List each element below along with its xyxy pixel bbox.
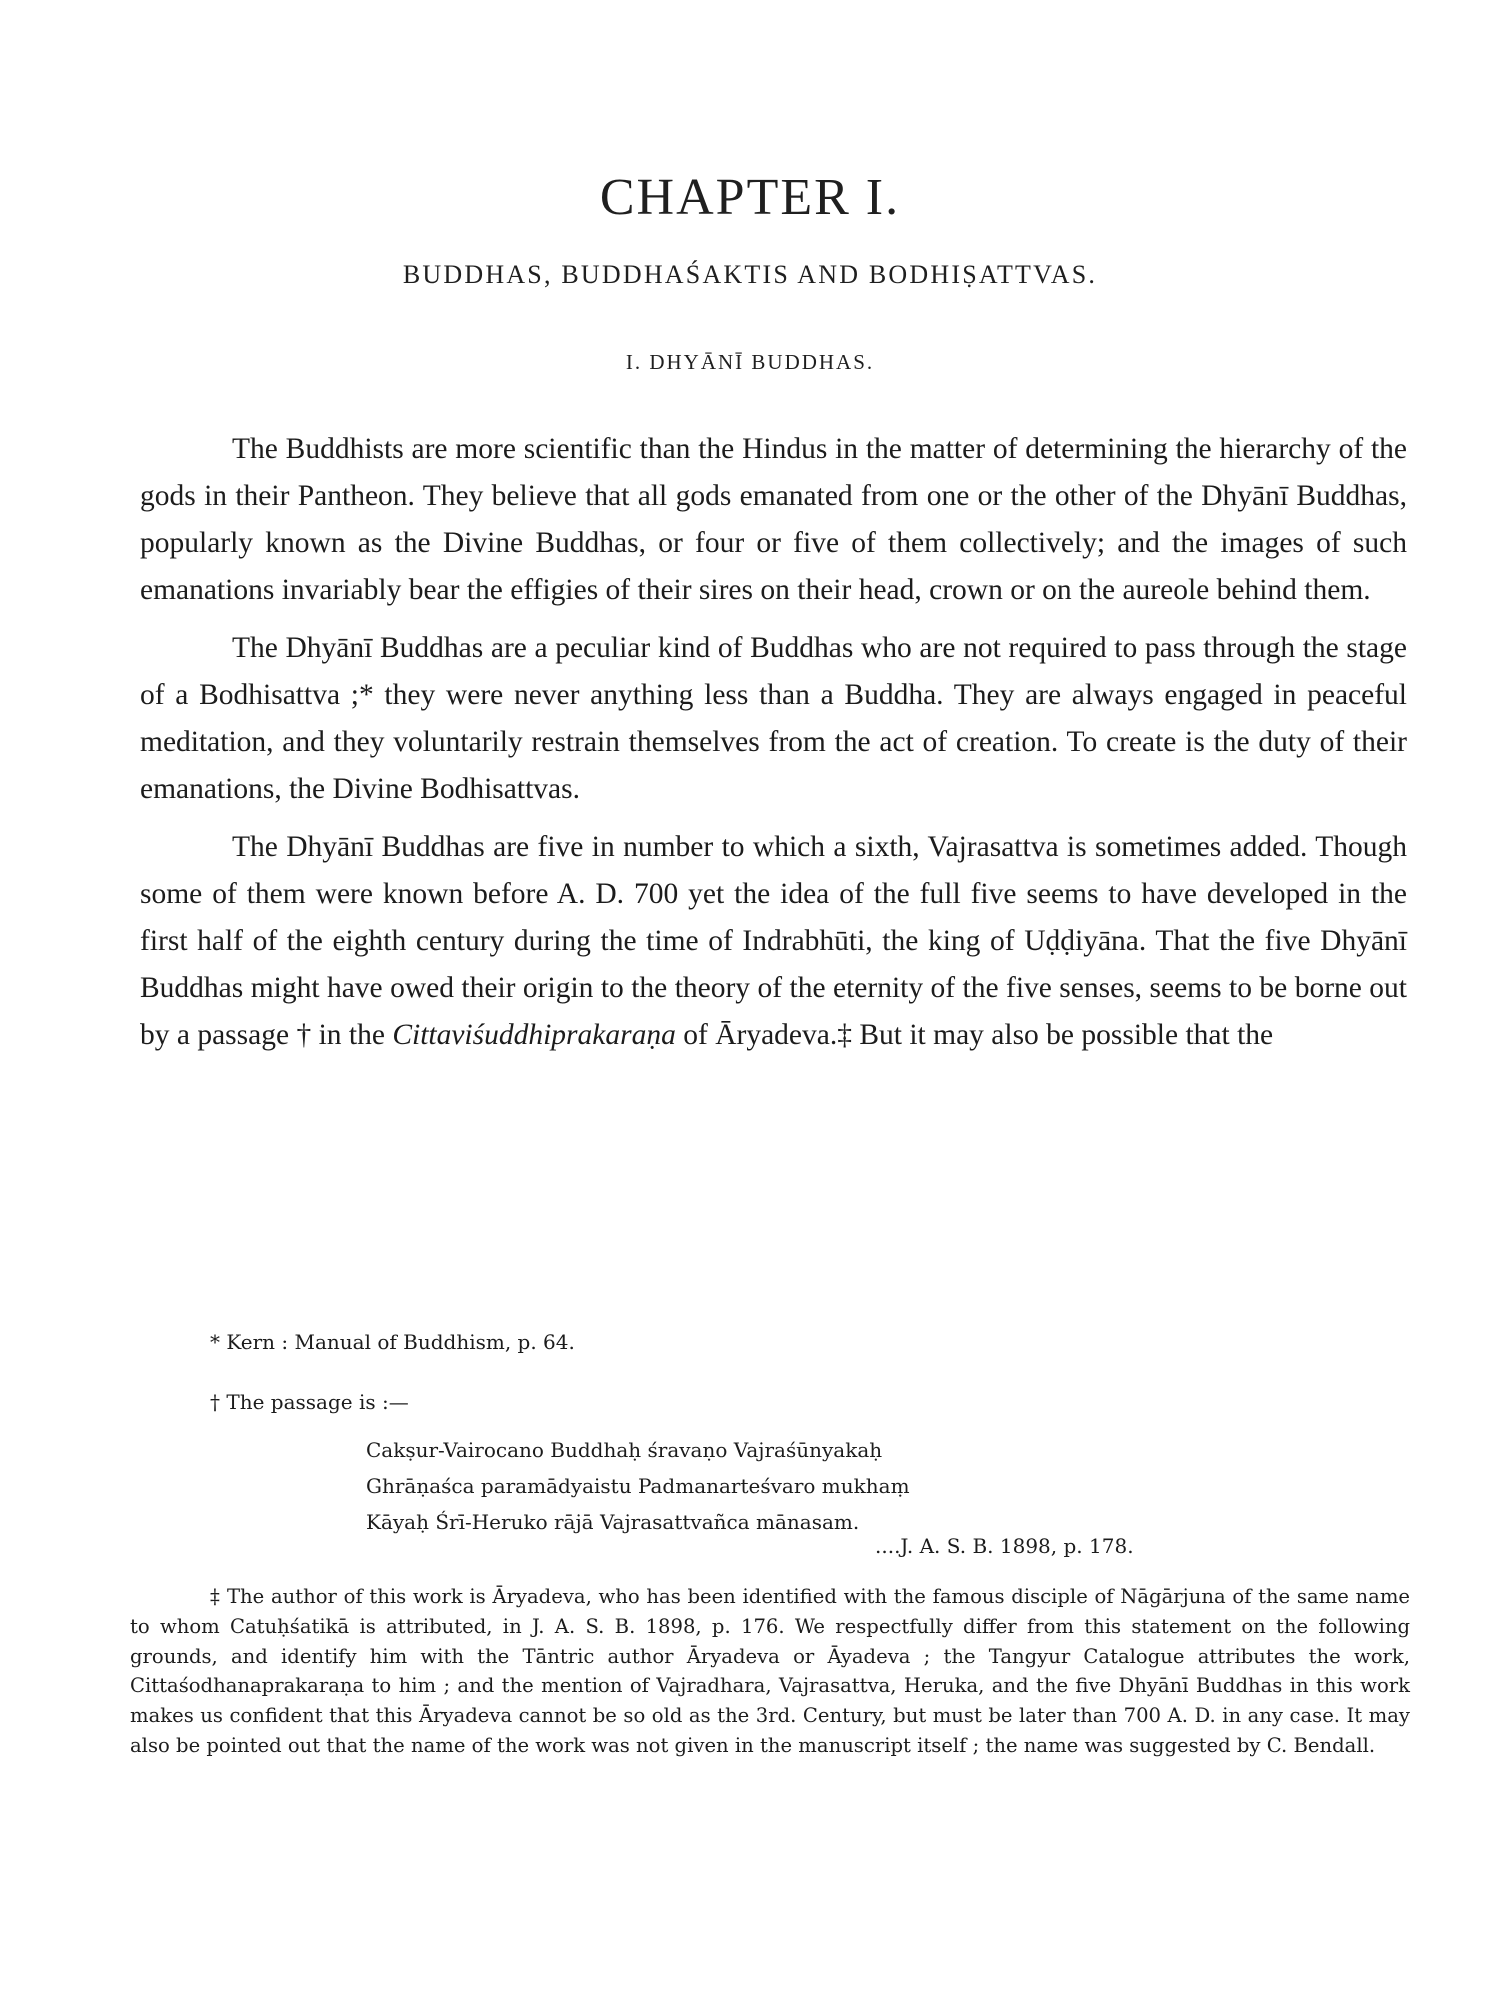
- chapter-title: CHAPTER I.: [599, 169, 901, 226]
- paragraph-3: [140, 824, 1407, 1059]
- verse-line-3: Kāyaḥ Śrī-Heruko rājā Vajrasattvañca mānasam.: [366, 1510, 860, 1534]
- paragraph-3-text-a: The Dhyānī Buddhas are five in number to which a sixth, Vajrasattva is sometimes added. Though some of them were known before A. D. 700 yet the idea of the full five seems to have developed in the first half of the eighth century during the time of Indrabhūti, the king of Uḍḍiyāna. That the five Dhyānī Buddhas might have owed their origin to the theory of the eternity of the five senses, seems to be borne out by a passage † in the: [140, 831, 1407, 1051]
- verse-line-2: Ghrāṇaśca paramādyaistu Padmanarteśvaro mukhaṃ: [366, 1474, 910, 1498]
- footnote-2: † The passage is :—: [210, 1390, 409, 1414]
- verse-line-1: Cakṣur-Vairocano Buddhaḥ śravaṇo Vajraśūnyakaḥ: [366, 1438, 883, 1462]
- verse-citation: ....J. A. S. B. 1898, p. 178.: [875, 1534, 1134, 1558]
- footnote-verse: [366, 1432, 910, 1540]
- chapter-subtitle: BUDDHAS, BUDDHAŚAKTIS AND BODHIṢATTVAS.: [402, 260, 1098, 289]
- paragraph-2: The Dhyānī Buddhas are a peculiar kind of Buddhas who are not required to pass through the stage of a Bodhisattva ;* they were never anything less than a Buddha. They are always engaged in peaceful meditation, and they voluntarily restrain themselves from the act of creation. To create is the duty of their emanations, the Divine Bodhisattvas.: [140, 632, 1407, 805]
- work-title-italic: Cittaviśuddhiprakaraṇa: [392, 1019, 676, 1051]
- footnote-3: ‡ The author of this work is Āryadeva, who has been identified with the famous disciple of Nāgārjuna of the same name to whom Catuḥśatikā is attributed, in J. A. S. B. 1898, p. 176. We respectfully differ from this statement on the following grounds, and identify him with the Tāntric author Āryadeva or Āyadeva ; the Tangyur Catalogue attributes the work, Cittaśodhanaprakaraṇa to him ; and the mention of Vajradhara, Vajrasattva, Heruka, and the five Dhyānī Buddhas in this work makes us confident that this Āryadeva cannot be so old as the 3rd. Century, but must be later than 700 A. D. in any case. It may also be pointed out that the name of the work was not given in the manuscript itself ; the name was suggested by C. Bendall.: [130, 1585, 1410, 1757]
- paragraph-1: The Buddhists are more scientific than the Hindus in the matter of determining the hierarchy of the gods in their Pantheon. They believe that all gods emanated from one or the other of the Dhyānī Buddhas, popularly known as the Divine Buddhas, or four or five of them collectively; and the images of such emanations invariably bear the effigies of their sires on their head, crown or on the aureole behind them.: [140, 433, 1407, 606]
- body-text: [140, 426, 1407, 1059]
- paragraph-3-text-b: of Āryadeva.‡ But it may also be possible that the: [675, 1019, 1274, 1051]
- section-title: I. DHYĀNĪ BUDDHAS.: [625, 350, 875, 374]
- footnote-1: * Kern : Manual of Buddhism, p. 64.: [210, 1330, 575, 1354]
